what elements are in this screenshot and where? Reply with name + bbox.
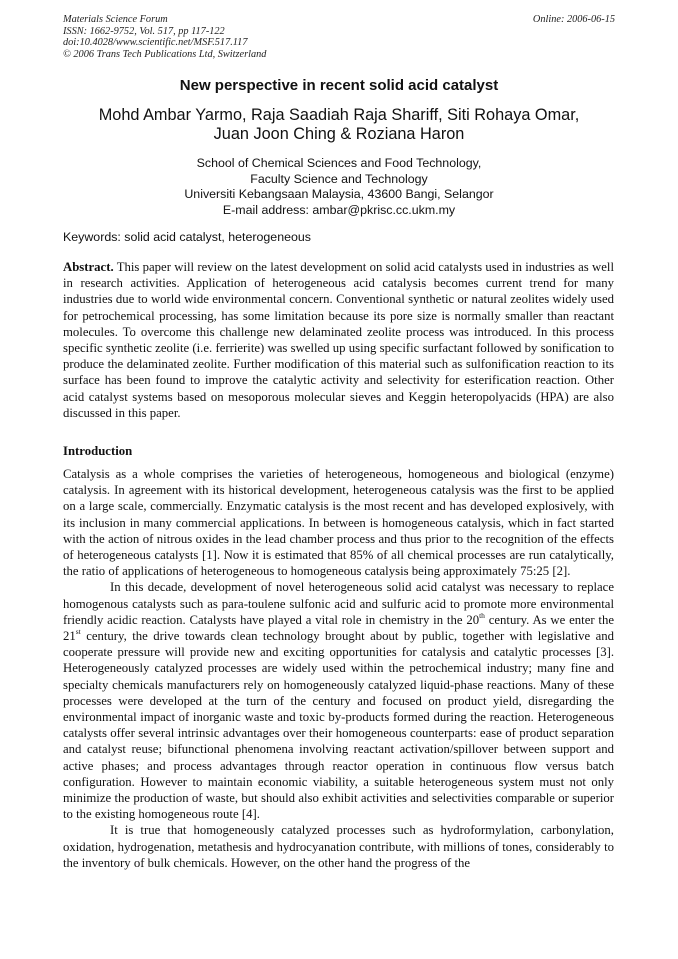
authors-line: Juan Joon Ching & Roziana Haron: [213, 124, 465, 143]
issn: ISSN: 1662-9752, Vol. 517, pp 117-122: [63, 25, 225, 37]
paper-title: New perspective in recent solid acid catalyst: [179, 77, 499, 94]
superscript: th: [479, 610, 485, 620]
paragraph: Catalysis as a whole comprises the varieties of heterogeneous, homogeneous and biological (enzyme) catalysis. In agreement with its historical development, heterogeneous catalysis was the first to be applied on a large scale, commercially. Enzymatic catalysis is the most recent and has developed explosively, with its inclusion in many commercial applications. In between is homogeneous catalysis, which in fact started with the action of nitrous oxides in the lead chamber process and thus prior to the recognition of the effects of heterogeneous catalysts [1]. Now it is estimated that 85% of all chemical processes are run catalytically, the ratio of applications of heterogeneous to homogeneous catalysis being approximately 75:25 [2].: [63, 467, 614, 579]
paragraph: [63, 579, 614, 822]
online-date: Online: 2006-06-15: [532, 14, 615, 25]
paragraph: It is true that homogeneously catalyzed processes such as hydroformylation, carbonylation, oxidation, hydrogenation, metathesis and hydrocyanation contribute, with millions of tones, considerably to the inventory of bulk chemicals. However, on the other hand the progress of the: [63, 823, 614, 870]
superscript: st: [75, 627, 81, 637]
affiliation: [0, 156, 678, 218]
paragraph-text: In this decade, development of novel heterogeneous solid acid catalyst was necessary to replace homogenous catalysts such as para-toulene sulfonic acid and sulfuric acid to promote more environmental friendly acidic reaction. Catalysts have played a vital role in chemistry in the 20: [63, 580, 614, 627]
journal-name: Materials Science Forum: [63, 14, 168, 25]
paragraph-text: century, the drive towards clean technology brought about by public, together with legislative and cooperate pressure will provide new and exciting opportunities for catalysis and catalytic processes [3]. Heterogeneously catalyzed processes are widely used within the petrochemical industry; many fine and specialty chemicals manufacturers rely on homogeneously catalyzed liquid-phase reactions. Many of these processes were developed at the turn of the century and focused on product yield, disregarding the environmental impact of inorganic waste and toxic by-products formed during the reaction. Heterogeneous catalysts offer several intrinsic advantages over their homogeneous counterparts: ease of product separation and catalyst reuse; bifunctional phenomena involving reactant activation/spillover between support and active phases; and process advantages through reactor operation in continuous flow versus batch configuration. However to maintain economic viability, a suitable heterogeneous system must not only minimize the production of waste, but should also exhibit activities and selectivities comparable or superior to the existing homogeneous route [4].: [63, 629, 614, 822]
abstract-label: Abstract.: [63, 260, 114, 274]
authors-line: Mohd Ambar Yarmo, Raja Saadiah Raja Shariff, Siti Rohaya Omar,: [98, 106, 580, 124]
section-heading-introduction: Introduction: [63, 444, 133, 458]
journal-header: [63, 14, 266, 60]
affiliation-line: School of Chemical Sciences and Food Technology,: [196, 156, 482, 170]
affiliation-line: Faculty Science and Technology: [250, 171, 428, 186]
introduction-body: [63, 466, 614, 871]
email: E-mail address: ambar@pkrisc.cc.ukm.my: [222, 202, 456, 217]
authors: [0, 106, 678, 143]
paragraph-text: century. As we enter the 21: [63, 612, 614, 644]
keywords: Keywords: solid acid catalyst, heterogeneous: [63, 230, 311, 244]
affiliation-line: Universiti Kebangsaan Malaysia, 43600 Bangi, Selangor: [184, 187, 494, 202]
copyright: © 2006 Trans Tech Publications Ltd, Switzerland: [63, 48, 267, 60]
doi: doi:10.4028/www.scientific.net/MSF.517.117: [63, 37, 248, 49]
abstract: [63, 259, 614, 421]
abstract-text: This paper will review on the latest development on solid acid catalysts used in industries as well in research activities. Application of heterogeneous acid catalysis becomes current trend for many industries due to world wide environmental concern. Conventional synthetic or natural zeolites widely used for petrochemical processing, has some limitation because its pore size is normally smaller than reactant molecules. To overcome this challenge new delaminated zeolite process was introduced. In this process specific synthetic zeolite (i.e. ferrierite) was swelled up using specific surfactant followed by sonification to produce the delaminated zeolite. Further modification of this material such as sulfonification reaction to its surface has been found to improve the catalytic activity and selectivity for esterification reaction. Other acid catalyst systems based on mesoporous molecular sieves and Keggin heteropolyacids (HPA) are also discussed in this paper.: [63, 260, 614, 420]
